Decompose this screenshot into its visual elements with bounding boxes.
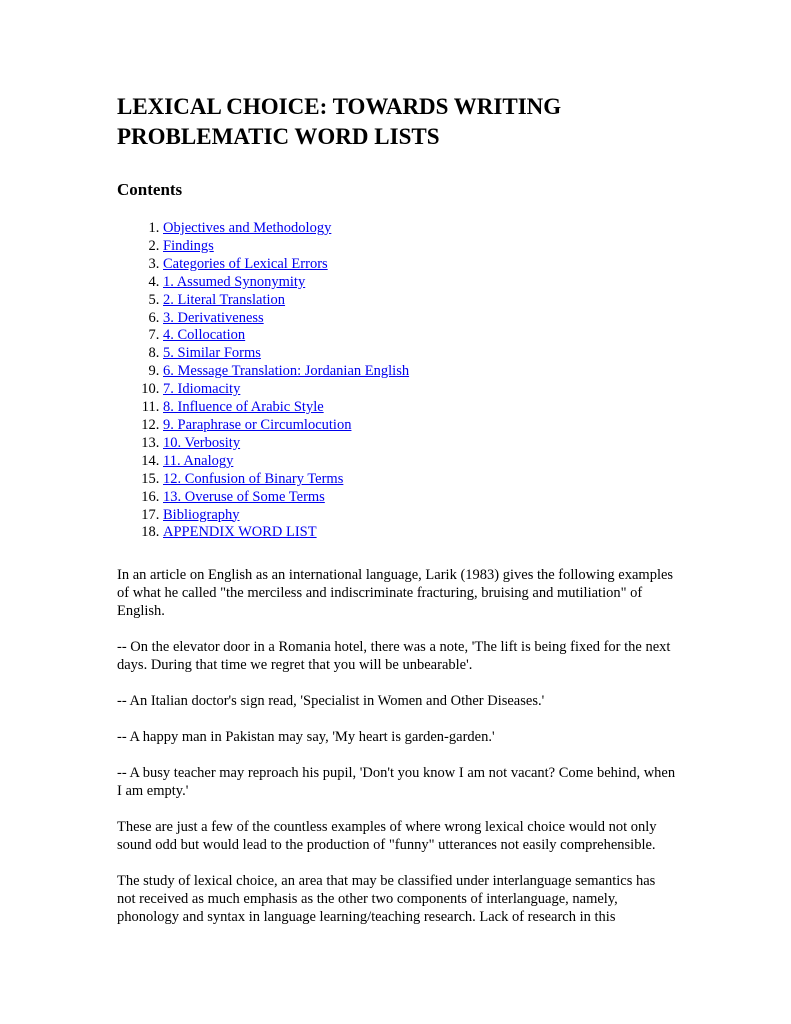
contents-item: [163, 435, 677, 453]
contents-item: [163, 524, 677, 542]
contents-heading: Contents: [117, 180, 183, 199]
contents-link-binary-terms[interactable]: 12. Confusion of Binary Terms: [163, 470, 344, 487]
contents-link-assumed-synonymity[interactable]: 1. Assumed Synonymity: [163, 273, 306, 290]
contents-item: [163, 327, 677, 345]
contents-link-arabic-style[interactable]: 8. Influence of Arabic Style: [163, 399, 324, 416]
contents-item: [163, 489, 677, 507]
document-page: [117, 92, 677, 926]
contents-link-overuse[interactable]: 13. Overuse of Some Terms: [163, 488, 325, 505]
contents-item: [163, 238, 677, 256]
contents-item: [163, 256, 677, 274]
paragraph-example-romania: -- On the elevator door in a Romania hotel, there was a note, 'The lift is being fixed for the next days. During that time we regret that you will be unbearable'.: [117, 639, 671, 674]
paragraph-example-italian: -- An Italian doctor's sign read, 'Specialist in Women and Other Diseases.': [117, 693, 545, 710]
contents-list: [117, 220, 677, 542]
contents-link-paraphrase[interactable]: 9. Paraphrase or Circumlocution: [163, 416, 352, 433]
contents-link-derivativeness[interactable]: 3. Derivativeness: [163, 309, 264, 326]
paragraph-summary: These are just a few of the countless examples of where wrong lexical choice would not only sound odd but would lead to the production of "funny" utterances not easily comprehensible.: [117, 819, 657, 854]
contents-item: [163, 381, 677, 399]
paragraph-study: The study of lexical choice, an area that may be classified under interlanguage semantics has not received as much emphasis as the other two components of interlanguage, namely, phonology and syntax in language learning/teaching research. Lack of research in this: [117, 873, 656, 926]
contents-item: [163, 274, 677, 292]
contents-item: [163, 453, 677, 471]
contents-link-literal-translation[interactable]: 2. Literal Translation: [163, 291, 286, 308]
contents-item: [163, 345, 677, 363]
contents-link-collocation[interactable]: 4. Collocation: [163, 327, 246, 344]
contents-item: [163, 310, 677, 328]
contents-link-objectives[interactable]: Objectives and Methodology: [163, 220, 332, 236]
contents-link-message-translation[interactable]: 6. Message Translation: Jordanian English: [163, 363, 410, 380]
contents-item: [163, 220, 677, 238]
contents-link-analogy[interactable]: 11. Analogy: [163, 452, 234, 469]
contents-link-categories[interactable]: Categories of Lexical Errors: [163, 255, 328, 272]
contents-link-bibliography[interactable]: Bibliography: [163, 506, 240, 523]
contents-item: [163, 507, 677, 525]
contents-item: [163, 363, 677, 381]
paragraph-example-pakistan: -- A happy man in Pakistan may say, 'My heart is garden-garden.': [117, 729, 495, 746]
paragraph-intro: In an article on English as an international language, Larik (1983) gives the following examples of what he called "the merciless and indiscriminate fracturing, bruising and mutiliation" of English.: [117, 567, 674, 620]
contents-item: [163, 399, 677, 417]
contents-link-appendix[interactable]: APPENDIX WORD LIST: [163, 524, 317, 541]
contents-item: [163, 292, 677, 310]
contents-link-idiomacity[interactable]: 7. Idiomacity: [163, 381, 241, 398]
document-title: LEXICAL CHOICE: TOWARDS WRITING PROBLEMATIC WORD LISTS: [117, 94, 562, 149]
contents-link-verbosity[interactable]: 10. Verbosity: [163, 434, 241, 451]
contents-link-findings[interactable]: Findings: [163, 237, 214, 254]
paragraph-example-teacher: -- A busy teacher may reproach his pupil, 'Don't you know I am not vacant? Come behind, when I am empty.': [117, 765, 676, 800]
contents-item: [163, 471, 677, 489]
contents-link-similar-forms[interactable]: 5. Similar Forms: [163, 345, 261, 362]
contents-item: [163, 417, 677, 435]
